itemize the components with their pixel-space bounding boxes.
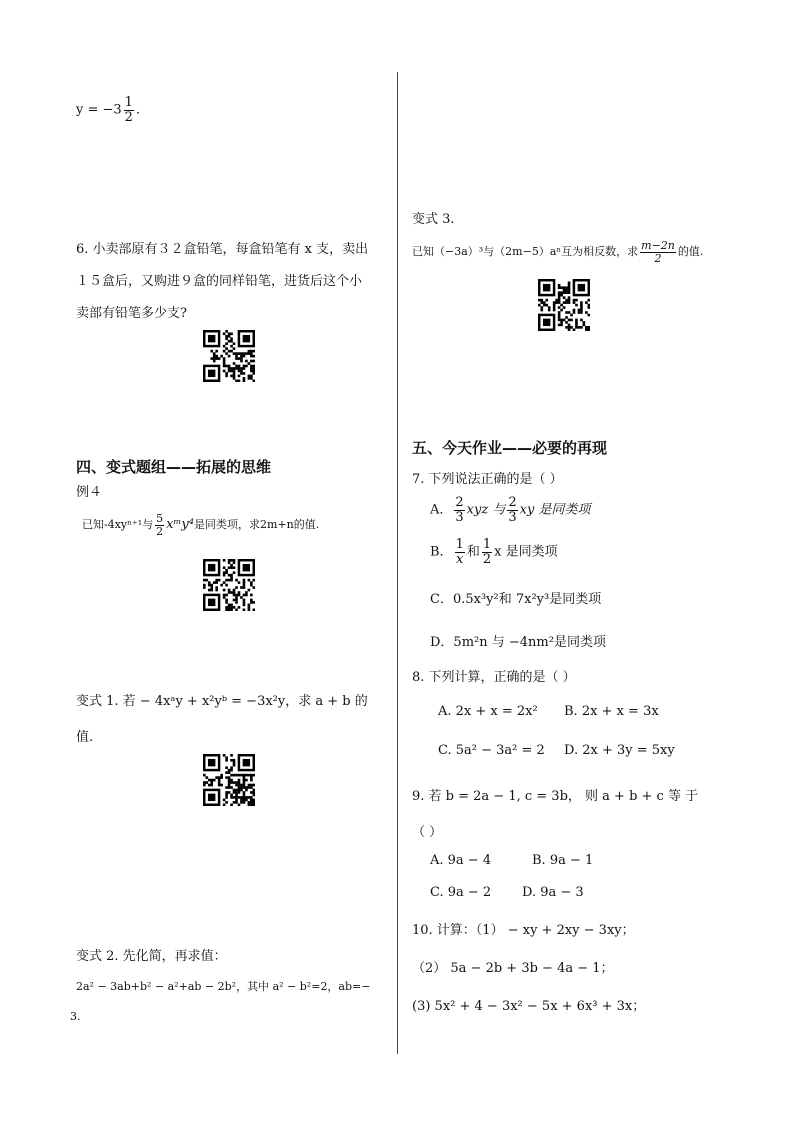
- q7-option-a: A． $\frac{2}{3}$ xyz 与 $\frac{2}{3}$ xy 是同类项: [430, 495, 591, 525]
- qr-code-icon: [203, 754, 255, 806]
- q6-line1: 6. 小卖部原有３２盒铅笔，每盒铅笔有 x 支，卖出: [76, 242, 369, 257]
- section-4-title: 四、变式题组——拓展的思维: [76, 458, 272, 476]
- q7-stem: 7. 下列说法正确的是（ ）: [412, 472, 563, 487]
- variant-2-line2: 3.: [70, 1010, 81, 1023]
- q10-part-3: (3) 5x² + 4 − 3x² − 5x + 6x³ + 3x；: [412, 999, 646, 1014]
- section-5-title: 五、今天作业——必要的再现: [412, 439, 608, 457]
- q10-part-2: （2） 5a − 2b + 3b − 4a − 1；: [412, 961, 614, 976]
- q7-option-b: B． $\frac{1}{x}$ 和 $\frac{1}{2}$ x 是同类项: [430, 537, 558, 567]
- q6-line3: 卖部有铅笔多少支?: [76, 306, 187, 321]
- qr-code-icon: [538, 279, 590, 331]
- q7-option-c: C．0.5x³y²和 7x²y³是同类项: [430, 592, 602, 607]
- variant-3-problem: 已知（−3a）³与（2m−5）aⁿ互为相反数，求 $\frac{m-2n}{2}$ 的值.: [412, 239, 704, 265]
- variant-3-label: 变式 3.: [412, 212, 455, 227]
- q9-option-b: B. 9a − 1: [532, 853, 594, 868]
- q8-option-d: D. 2x + 3y = 5xy: [564, 743, 675, 758]
- q9-stem: 9. 若 b = 2a − 1, c = 3b， 则 a + b + c 等 于: [412, 789, 699, 804]
- variant-1-line1: 变式 1. 若 − 4xᵃy + x²yᵇ = −3x²y，求 a + b 的: [76, 694, 368, 709]
- example-4-problem: 已知-4xyⁿ⁺¹与 $\frac{5}{2}$ xᵐy⁴是同类项，求2m+n的值.: [82, 512, 320, 538]
- q7-option-d: D．5m²n 与 −4nm²是同类项: [430, 635, 606, 650]
- q9-option-d: D. 9a − 3: [522, 885, 584, 900]
- variant-2-title: 变式 2. 先化简，再求值：: [76, 949, 227, 964]
- q10-stem: 10. 计算：（1） − xy + 2xy − 3xy；: [412, 923, 635, 938]
- qr-code-icon: [203, 330, 255, 382]
- q8-option-c: C. 5a² − 3a² = 2: [438, 743, 545, 758]
- q8-stem: 8. 下列计算，正确的是（ ）: [412, 670, 576, 685]
- variant-1-line2: 值.: [76, 730, 94, 745]
- variant-2-line1: 2a² − 3ab+b² − a²+ab − 2b²，其中 a² − b²=2，ab=−: [76, 980, 371, 993]
- q9-option-c: C. 9a − 2: [430, 885, 492, 900]
- column-divider: [397, 72, 398, 1054]
- example-4-label: 例４: [76, 485, 103, 500]
- y-answer: y = −3 $\frac{1}{2}$ .: [76, 95, 141, 125]
- q9-blank: （ ）: [412, 825, 443, 840]
- q6-line2: １５盒后，又购进９盒的同样铅笔，进货后这个小: [76, 274, 363, 289]
- q8-option-b: B. 2x + x = 3x: [564, 704, 659, 719]
- q9-option-a: A. 9a − 4: [430, 853, 492, 868]
- qr-code-icon: [203, 559, 255, 611]
- q8-option-a: A. 2x + x = 2x²: [438, 704, 538, 719]
